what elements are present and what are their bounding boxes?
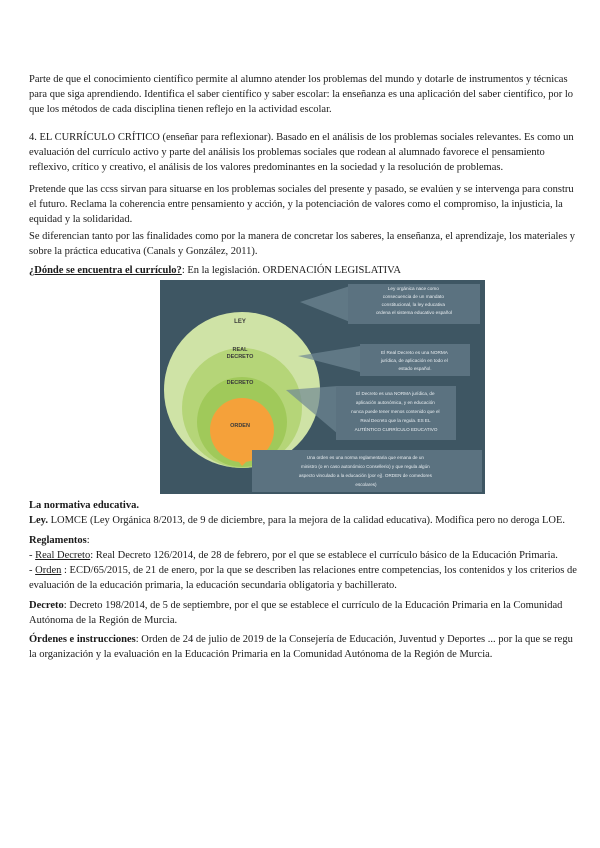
decreto-label: Decreto bbox=[29, 600, 64, 611]
ordenes-text-continued: la organización y la evaluación en la Educación Primaria en la Comunidad Autónoma de la Región de Murcia. bbox=[29, 649, 493, 660]
text-line: equidad y la solidaridad. bbox=[29, 214, 133, 225]
text-line: evaluación del currículo activo y parte del análisis los problemas sociales que rodean al alumnado favorece el pensamiento bbox=[29, 147, 545, 158]
real-decreto-label: Real Decreto bbox=[35, 550, 91, 561]
decreto-text-continued: Autónoma de la Región de Murcia. bbox=[29, 615, 178, 626]
ley-line bbox=[29, 513, 600, 528]
text-line: Se diferencian tanto por las finalidades como por la manera de concretar los saberes, la enseñanza, el aprendizaje, los materiales y bbox=[29, 231, 576, 242]
text-line: el futuro. Reclama la coherencia entre pensamiento y acción, y la potenciación de valores como el compromiso, la injusticia, la bbox=[29, 199, 563, 210]
normativa-section bbox=[29, 498, 600, 528]
paragraph-pretende bbox=[29, 182, 600, 227]
note-real-decreto: El Real Decreto es una NORMA jurídica, de aplicación en todo el estado español. bbox=[380, 350, 448, 371]
note-ley: Ley orgánica nace como consecuencia de un mandato constitucional, la ley educativa ordena el sistema educativo español bbox=[375, 286, 453, 315]
question-line bbox=[29, 263, 600, 278]
real-decreto-line bbox=[29, 548, 600, 563]
ordenes-text: : Orden de 24 de julio de 2019 de la Consejería de Educación, Juventud y Deportes ... por la que se regu bbox=[135, 634, 573, 645]
dash: - bbox=[29, 565, 36, 576]
paragraph-curriculo-critico bbox=[29, 130, 600, 175]
dash: - bbox=[29, 550, 36, 561]
question-rest: : En la legislación. ORDENACIÓN LEGISLATIVA bbox=[181, 265, 401, 276]
paragraph-intro bbox=[29, 72, 600, 117]
orden-text-continued: evaluación de la educación primaria, la educación secundaria obligatoria y bachillerato. bbox=[29, 580, 397, 591]
text-line: Parte de que el conocimiento científico permite al alumno atender los problemas del mundo y dotarle de instrumentos y técnicas bbox=[29, 74, 568, 85]
text-line: para que siga aprendiendo. Identifica el saber científico y saber escolar: la enseñanza es una aplicación del saber científico, por lo bbox=[29, 89, 574, 100]
decreto-line bbox=[29, 598, 600, 613]
orden-label: Orden bbox=[35, 565, 62, 576]
ordenes-line bbox=[29, 632, 600, 647]
ring-label-decreto: DECRETO bbox=[226, 380, 254, 386]
ring-label-real: REAL bbox=[232, 347, 248, 353]
reglamentos-section bbox=[29, 533, 600, 593]
decreto-section bbox=[29, 598, 600, 628]
paragraph-diferencian bbox=[29, 229, 600, 259]
text-line: reflexivo, crítico y creativo, el análisis de los valores predominantes en la sociedad y la resolución de problemas. bbox=[29, 162, 504, 173]
reglamentos-heading-line bbox=[29, 533, 600, 548]
ring-label-decreto-1: DECRETO bbox=[226, 354, 254, 360]
ordenes-label: Órdenes e instrucciones bbox=[29, 634, 136, 645]
question-bold: ¿Dónde se encuentra el currículo? bbox=[29, 265, 182, 276]
orden-line bbox=[29, 563, 600, 578]
reglamentos-colon: : bbox=[86, 535, 90, 546]
ley-label: Ley. bbox=[29, 515, 48, 526]
ley-text: LOMCE (Ley Orgánica 8/2013, de 9 de diciembre, para la mejora de la calidad educativa). Modifica pero no deroga LOE. bbox=[47, 515, 565, 526]
ordenes-section bbox=[29, 632, 600, 662]
text-line: que los métodos de cada disciplina tienen reflejo en la actividad escolar. bbox=[29, 104, 332, 115]
ring-label-orden: ORDEN bbox=[230, 423, 250, 429]
note-decreto: El Decreto es una NORMA jurídica, de aplicación autonómica, y en educación nunca puede tener menos contenido que el Real Decreto que la regula. ES EL AUTÉNTICO CURRÍCULO EDUCATIVO bbox=[351, 391, 440, 432]
real-decreto-text: : Real Decreto 126/2014, de 28 de febrero, por el que se establece el currículo básico de la Educación Primaria. bbox=[90, 550, 558, 561]
legislative-order-diagram bbox=[160, 280, 485, 494]
normativa-heading: La normativa educativa. bbox=[29, 500, 139, 511]
orden-text: : ECD/65/2015, de 21 de enero, por la que se describen las relaciones entre competencias, los contenidos y los criterios de bbox=[61, 565, 577, 576]
text-line: sobre la práctica educativa (Canals y González, 2011). bbox=[29, 246, 258, 257]
decreto-text: : Decreto 198/2014, de 5 de septiembre, por el que se establece el currículo de la Educación Primaria en la Comunidad bbox=[63, 600, 563, 611]
reglamentos-label: Reglamentos bbox=[29, 535, 87, 546]
note-orden: Una orden es una norma reglamentaria que emana de un ministro (o en caso autonómico Consellerio) y que regula algún aspecto vinculado a la educación (por ej). ORDEN de comedores escolares) bbox=[298, 455, 432, 487]
text-line: Pretende que las ccss sirvan para situarse en los problemas sociales del presente y pasado, se evalúen y se intervenga para constru bbox=[29, 184, 574, 195]
text-line: 4. EL CURRÍCULO CRÍTICO (enseñar para reflexionar). Basado en el análisis de los problemas sociales relevantes. Es como un bbox=[29, 132, 574, 143]
ring-label-ley: LEY bbox=[234, 319, 246, 325]
